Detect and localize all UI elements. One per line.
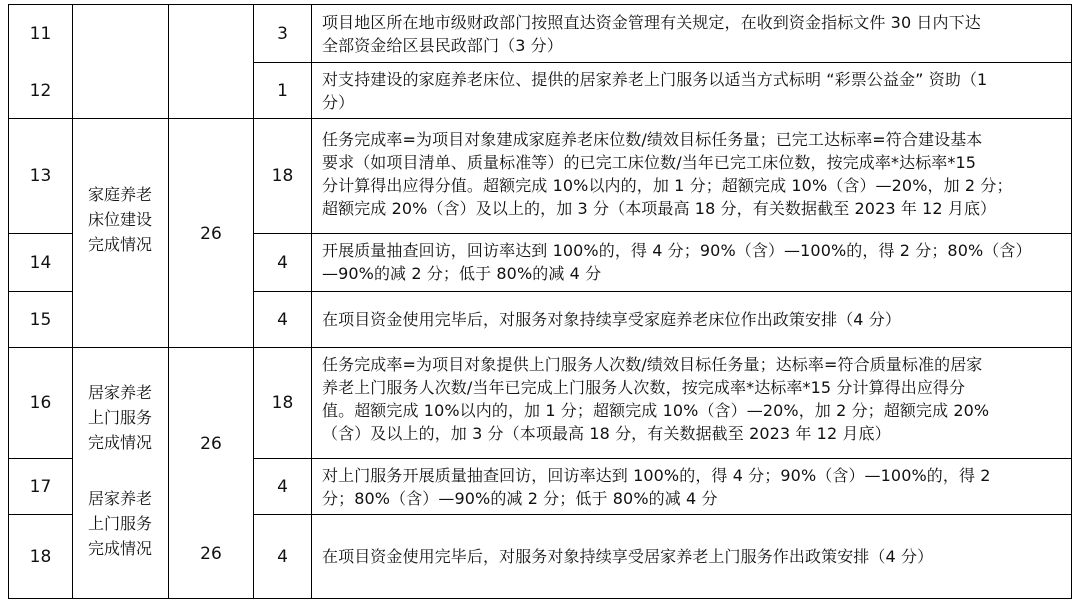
criteria-line: 项目地区所在地市级财政部门按照直达资金管理有关规定，在收到资金指标文件 30 日内下达 xyxy=(322,13,981,32)
row-divider xyxy=(253,458,1072,459)
criteria-line: —90%的减 2 分；低于 80%的减 4 分 xyxy=(322,264,602,283)
category-line: 床位建设 xyxy=(87,210,152,229)
criteria-line: 要求（如项目清单、质量标准等）的已完工床位数/当年已完工床位数，按完成率*达标率*15 xyxy=(322,153,977,172)
category-bed-construction xyxy=(72,182,168,257)
row-number: 16 xyxy=(29,393,52,413)
scoring-criteria xyxy=(312,464,1071,510)
item-points: 4 xyxy=(277,476,288,497)
category-line: 家庭养老 xyxy=(87,185,152,204)
criteria-line: 值。超额完成 10%以内的，加 1 分；超额完成 10%（含）—20%，加 2 分；超额完成 20% xyxy=(322,401,990,420)
scoring-criteria xyxy=(312,128,1071,220)
item-points: 18 xyxy=(271,166,294,186)
category-line: 上门服务 xyxy=(87,514,152,533)
row-number: 18 xyxy=(29,546,52,567)
criteria-line: 任务完成率=为项目对象建成家庭养老床位数/绩效目标任务量；已完工达标率=符合建设基本 xyxy=(322,130,983,149)
item-points: 18 xyxy=(271,393,294,413)
criteria-line: 在项目资金使用完毕后，对服务对象持续享受居家养老上门服务作出政策安排（4 分） xyxy=(322,547,934,566)
row-number: 11 xyxy=(29,23,52,44)
item-points: 4 xyxy=(277,309,288,330)
row-number: 14 xyxy=(29,252,52,273)
scoring-criteria xyxy=(312,545,1071,568)
row-number: 15 xyxy=(29,309,52,330)
criteria-line: 任务完成率=为项目对象提供上门服务人次数/绩效目标任务量；达标率=符合质量标准的居家 xyxy=(322,355,983,374)
row-divider xyxy=(253,62,1072,63)
criteria-line: 开展质量抽查回访，回访率达到 100%的，得 4 分；90%（含）—100%的，得 2 分；80%（含） xyxy=(322,241,1032,260)
table-border-right xyxy=(1071,4,1072,599)
category-line: 完成情况 xyxy=(87,433,152,452)
scoring-criteria xyxy=(312,11,1071,57)
criteria-line: 分；80%（含）—90%的减 2 分；低于 80%的减 4 分 xyxy=(322,489,718,508)
group-total-points: 26 xyxy=(200,224,222,244)
criteria-line: 养老上门服务人次数/当年已完成上门服务人次数，按完成率*达标率*15 分计算得出应得分 xyxy=(322,378,966,397)
category-home-service-repeat xyxy=(72,486,168,561)
row-divider xyxy=(253,291,1072,292)
group-total-points: 26 xyxy=(200,434,222,454)
item-points: 3 xyxy=(277,23,288,44)
row-number: 17 xyxy=(29,476,52,497)
category-home-service xyxy=(72,380,168,455)
row-divider xyxy=(253,233,1072,234)
group-total-points: 26 xyxy=(200,544,222,564)
criteria-line: 全部资金给区县民政部门（3 分） xyxy=(322,36,563,55)
category-line: 上门服务 xyxy=(87,408,152,427)
criteria-line: 分计算得出应得分值。超额完成 10%以内的，加 1 分；超额完成 10%（含）—20%，加 2 分； xyxy=(322,176,1013,195)
item-points: 1 xyxy=(277,80,288,101)
item-points: 4 xyxy=(277,252,288,273)
category-line: 完成情况 xyxy=(87,235,152,254)
scoring-criteria xyxy=(312,308,1071,331)
row-number: 12 xyxy=(29,80,52,101)
criteria-line: 在项目资金使用完毕后，对服务对象持续享受家庭养老床位作出政策安排（4 分） xyxy=(322,310,901,329)
category-line: 居家养老 xyxy=(87,489,152,508)
row-number: 13 xyxy=(29,166,52,186)
category-line: 居家养老 xyxy=(87,383,152,402)
criteria-line: 对支持建设的家庭养老床位、提供的居家养老上门服务以适当方式标明 “彩票公益金” 资助（1 xyxy=(322,70,988,89)
scoring-criteria xyxy=(312,68,1071,114)
criteria-line: 对上门服务开展质量抽查回访，回访率达到 100%的，得 4 分；90%（含）—100%的，得 2 xyxy=(322,466,991,485)
column-divider xyxy=(168,4,169,599)
criteria-line: （含）及以上的，加 3 分（本项最高 18 分，有关数据截至 2023 年 12 月底） xyxy=(322,424,891,443)
scoring-criteria xyxy=(312,353,1071,445)
criteria-line: 超额完成 20%（含）及以上的，加 3 分（本项最高 18 分，有关数据截至 2023 年 12 月底） xyxy=(322,199,997,218)
scoring-criteria xyxy=(312,239,1071,285)
category-line: 完成情况 xyxy=(87,539,152,558)
criteria-line: 分） xyxy=(322,93,355,112)
item-points: 4 xyxy=(277,546,288,567)
row-divider xyxy=(253,514,1072,515)
